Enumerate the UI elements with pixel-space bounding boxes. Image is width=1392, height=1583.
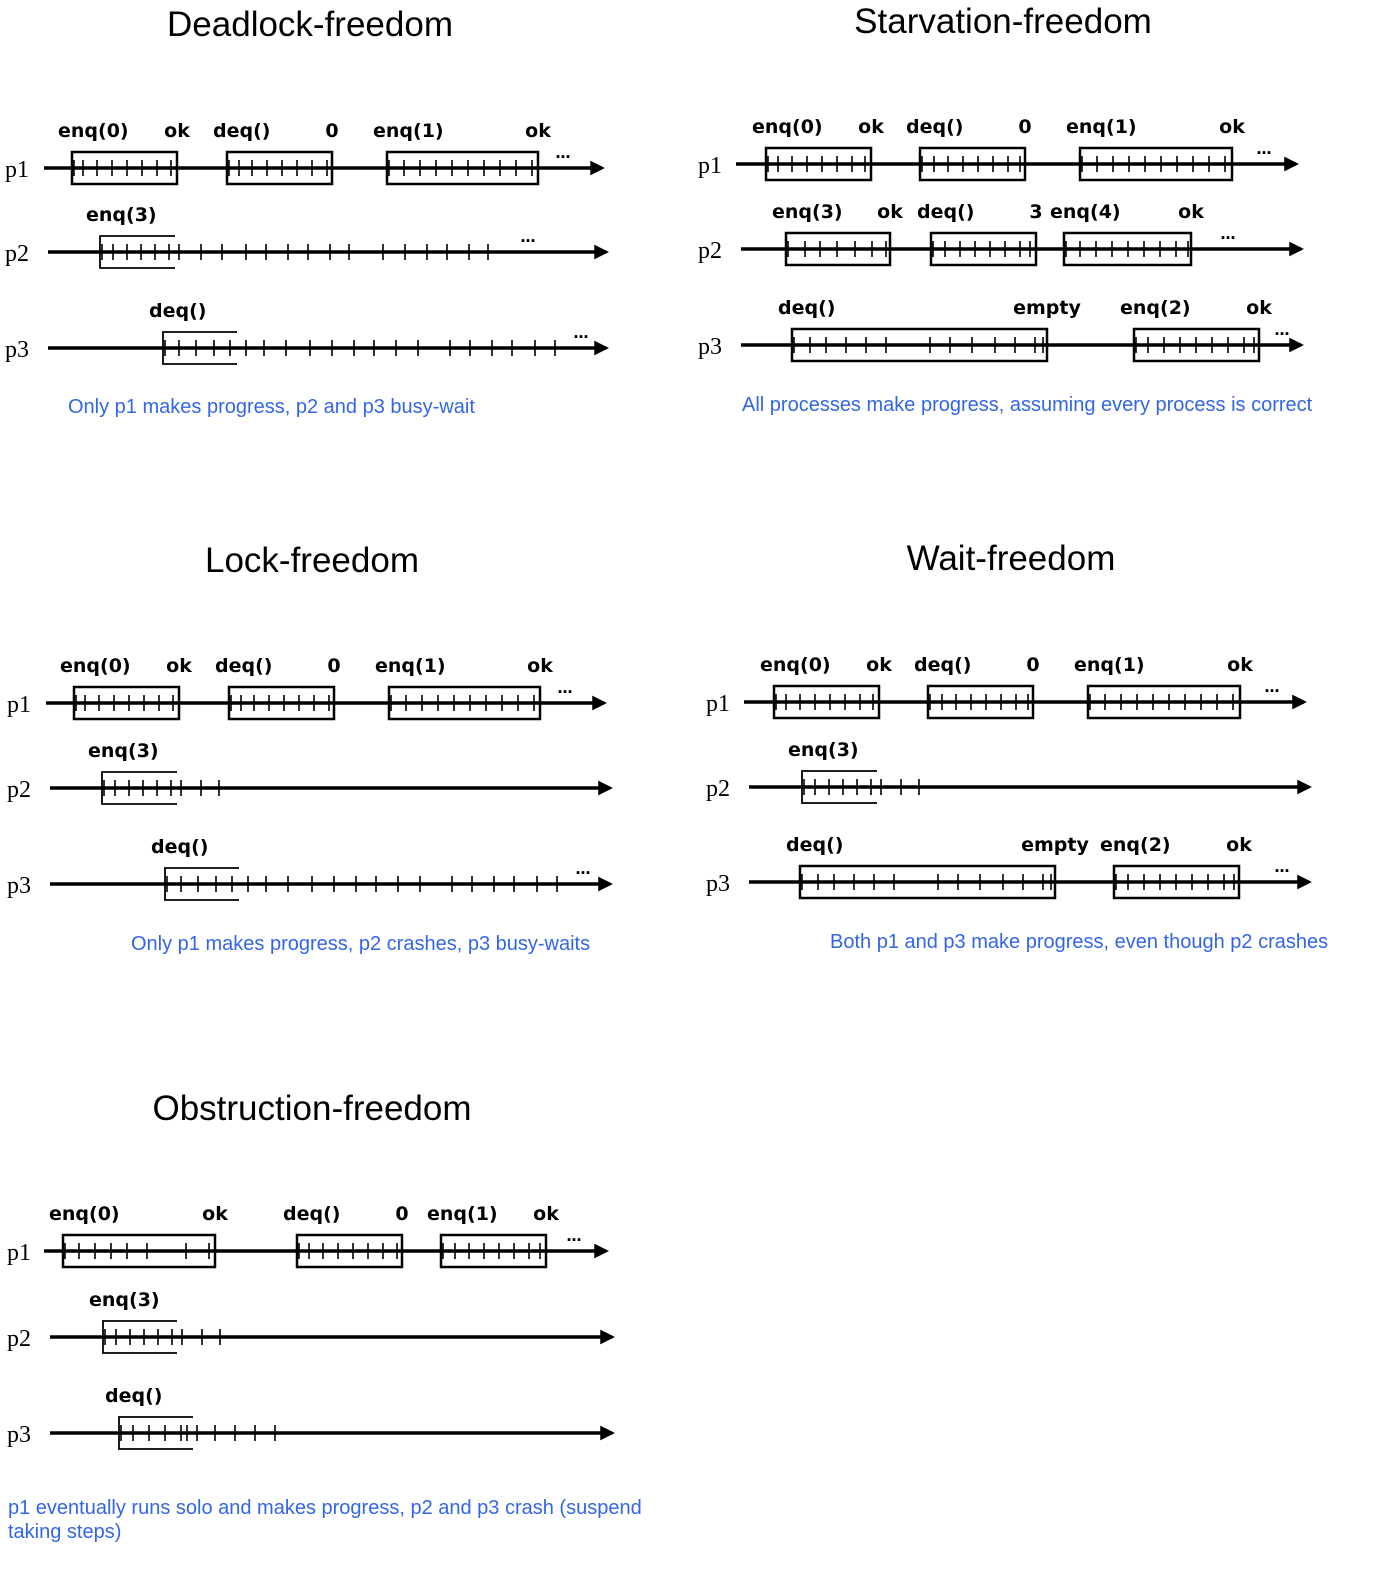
operation-enq(3) — [86, 204, 488, 268]
panel-title: Deadlock-freedom — [167, 5, 453, 44]
process-label: p1 — [7, 1240, 31, 1266]
response-label: empty — [1021, 834, 1089, 856]
continuation-ellipsis: … — [1220, 225, 1236, 243]
response-label: ok — [1219, 116, 1245, 138]
response-label: 0 — [395, 1203, 409, 1225]
process-row-p3 — [7, 1385, 612, 1449]
process-row-p1 — [706, 654, 1304, 718]
operation-enq(3) — [89, 1289, 220, 1353]
response-label: ok — [1178, 201, 1204, 223]
process-row-p3 — [5, 300, 606, 364]
process-label: p2 — [7, 1326, 31, 1352]
invocation-label: enq(3) — [89, 1289, 160, 1311]
panel-caption: All processes make progress, assuming every process is correct — [742, 394, 1313, 416]
operation-enq(0) — [760, 654, 892, 718]
process-row-p2 — [706, 739, 1309, 803]
process-label: p1 — [5, 157, 29, 183]
invocation-label: deq() — [786, 834, 844, 856]
panel-title: Obstruction-freedom — [152, 1089, 472, 1128]
operation-enq(1) — [427, 1203, 559, 1267]
invocation-label: enq(1) — [427, 1203, 498, 1225]
process-label: p1 — [706, 691, 730, 717]
response-label: ok — [1246, 297, 1272, 319]
process-row-p2 — [698, 201, 1301, 265]
panel-title: Starvation-freedom — [854, 2, 1152, 41]
response-label: ok — [533, 1203, 559, 1225]
operation-enq(1) — [1066, 116, 1245, 180]
operation-enq(2) — [1100, 834, 1252, 898]
response-label: ok — [164, 120, 190, 142]
invocation-label: enq(1) — [375, 655, 446, 677]
process-label: p3 — [7, 873, 31, 899]
operation-enq(1) — [375, 655, 553, 719]
process-row-p2 — [5, 204, 606, 268]
operation-enq(4) — [1050, 201, 1204, 265]
panel-caption: p1 eventually runs solo and makes progress, p2 and p3 crash (suspend — [8, 1497, 642, 1519]
process-row-p2 — [7, 740, 610, 804]
invocation-label: deq() — [778, 297, 836, 319]
operation-enq(3) — [788, 739, 919, 803]
process-row-p1 — [698, 116, 1296, 180]
invocation-label: enq(0) — [58, 120, 129, 142]
operation-deq() — [786, 834, 1089, 898]
response-label: ok — [1226, 834, 1252, 856]
process-label: p3 — [5, 337, 29, 363]
response-label: empty — [1013, 297, 1081, 319]
panel-wait — [706, 539, 1328, 953]
operation-enq(3) — [88, 740, 219, 804]
operation-deq() — [914, 654, 1040, 718]
process-row-p1 — [7, 1203, 606, 1267]
invocation-label: enq(0) — [60, 655, 131, 677]
process-label: p2 — [698, 238, 722, 264]
response-label: ok — [527, 655, 553, 677]
invocation-label: enq(3) — [788, 739, 859, 761]
process-row-p3 — [698, 297, 1301, 361]
operation-enq(2) — [1120, 297, 1272, 361]
panel-lock — [7, 541, 610, 955]
invocation-label: enq(2) — [1120, 297, 1191, 319]
invocation-label: deq() — [906, 116, 964, 138]
panel-obstruction — [7, 1089, 642, 1543]
process-label: p1 — [7, 692, 31, 718]
panel-deadlock — [5, 5, 606, 418]
process-label: p2 — [5, 241, 29, 267]
operation-enq(0) — [49, 1203, 228, 1267]
operation-enq(1) — [1074, 654, 1253, 718]
process-label: p2 — [706, 776, 730, 802]
panel-starvation — [698, 2, 1313, 416]
process-label: p3 — [7, 1422, 31, 1448]
invocation-label: enq(4) — [1050, 201, 1121, 223]
operation-enq(3) — [772, 201, 903, 265]
operation-deq() — [778, 297, 1081, 361]
response-label: 0 — [325, 120, 339, 142]
invocation-label: deq() — [105, 1385, 163, 1407]
response-label: 3 — [1029, 201, 1043, 223]
response-label: ok — [866, 654, 892, 676]
operation-enq(0) — [58, 120, 190, 184]
operation-enq(0) — [60, 655, 192, 719]
invocation-label: enq(3) — [772, 201, 843, 223]
continuation-ellipsis: … — [520, 228, 536, 246]
continuation-ellipsis: … — [1274, 321, 1290, 339]
invocation-label: enq(3) — [86, 204, 157, 226]
invocation-label: enq(0) — [760, 654, 831, 676]
invocation-label: deq() — [151, 836, 209, 858]
panel-title: Wait-freedom — [906, 539, 1116, 578]
panel-caption: Only p1 makes progress, p2 crashes, p3 busy-waits — [131, 933, 591, 955]
operation-enq(1) — [373, 120, 551, 184]
invocation-label: enq(1) — [373, 120, 444, 142]
operation-deq() — [105, 1385, 275, 1449]
panel-caption: taking steps) — [8, 1521, 122, 1543]
process-row-p1 — [5, 120, 602, 184]
invocation-label: deq() — [213, 120, 271, 142]
invocation-label: enq(2) — [1100, 834, 1171, 856]
operation-deq() — [283, 1203, 409, 1267]
invocation-label: enq(3) — [88, 740, 159, 762]
continuation-ellipsis: … — [557, 679, 573, 697]
panel-caption: Only p1 makes progress, p2 and p3 busy-wait — [68, 396, 475, 418]
process-row-p3 — [7, 836, 610, 900]
invocation-label: deq() — [917, 201, 975, 223]
panel-title: Lock-freedom — [205, 541, 419, 580]
operation-enq(0) — [752, 116, 884, 180]
continuation-ellipsis: … — [555, 144, 571, 162]
operation-deq() — [906, 116, 1032, 180]
process-label: p3 — [706, 871, 730, 897]
response-label: ok — [525, 120, 551, 142]
response-label: ok — [1227, 654, 1253, 676]
continuation-ellipsis: … — [573, 324, 589, 342]
response-label: 0 — [327, 655, 341, 677]
invocation-label: deq() — [283, 1203, 341, 1225]
invocation-label: enq(1) — [1066, 116, 1137, 138]
invocation-label: deq() — [149, 300, 207, 322]
invocation-label: deq() — [215, 655, 273, 677]
response-label: ok — [877, 201, 903, 223]
continuation-ellipsis: … — [1274, 858, 1290, 876]
operation-deq() — [917, 201, 1043, 265]
continuation-ellipsis: … — [566, 1227, 582, 1245]
invocation-label: deq() — [914, 654, 972, 676]
operation-deq() — [215, 655, 341, 719]
process-row-p3 — [706, 834, 1309, 898]
process-row-p2 — [7, 1289, 612, 1353]
operation-deq() — [149, 300, 555, 364]
response-label: ok — [858, 116, 884, 138]
response-label: ok — [202, 1203, 228, 1225]
process-label: p3 — [698, 334, 722, 360]
process-label: p2 — [7, 777, 31, 803]
invocation-label: enq(0) — [49, 1203, 120, 1225]
invocation-label: enq(1) — [1074, 654, 1145, 676]
response-label: 0 — [1018, 116, 1032, 138]
process-label: p1 — [698, 153, 722, 179]
process-row-p1 — [7, 655, 604, 719]
continuation-ellipsis: … — [1256, 140, 1272, 158]
operation-deq() — [213, 120, 339, 184]
operation-deq() — [151, 836, 557, 900]
panel-caption: Both p1 and p3 make progress, even though p2 crashes — [830, 931, 1329, 953]
invocation-label: enq(0) — [752, 116, 823, 138]
response-label: ok — [166, 655, 192, 677]
continuation-ellipsis: … — [1264, 678, 1280, 696]
response-label: 0 — [1026, 654, 1040, 676]
continuation-ellipsis: … — [575, 860, 591, 878]
